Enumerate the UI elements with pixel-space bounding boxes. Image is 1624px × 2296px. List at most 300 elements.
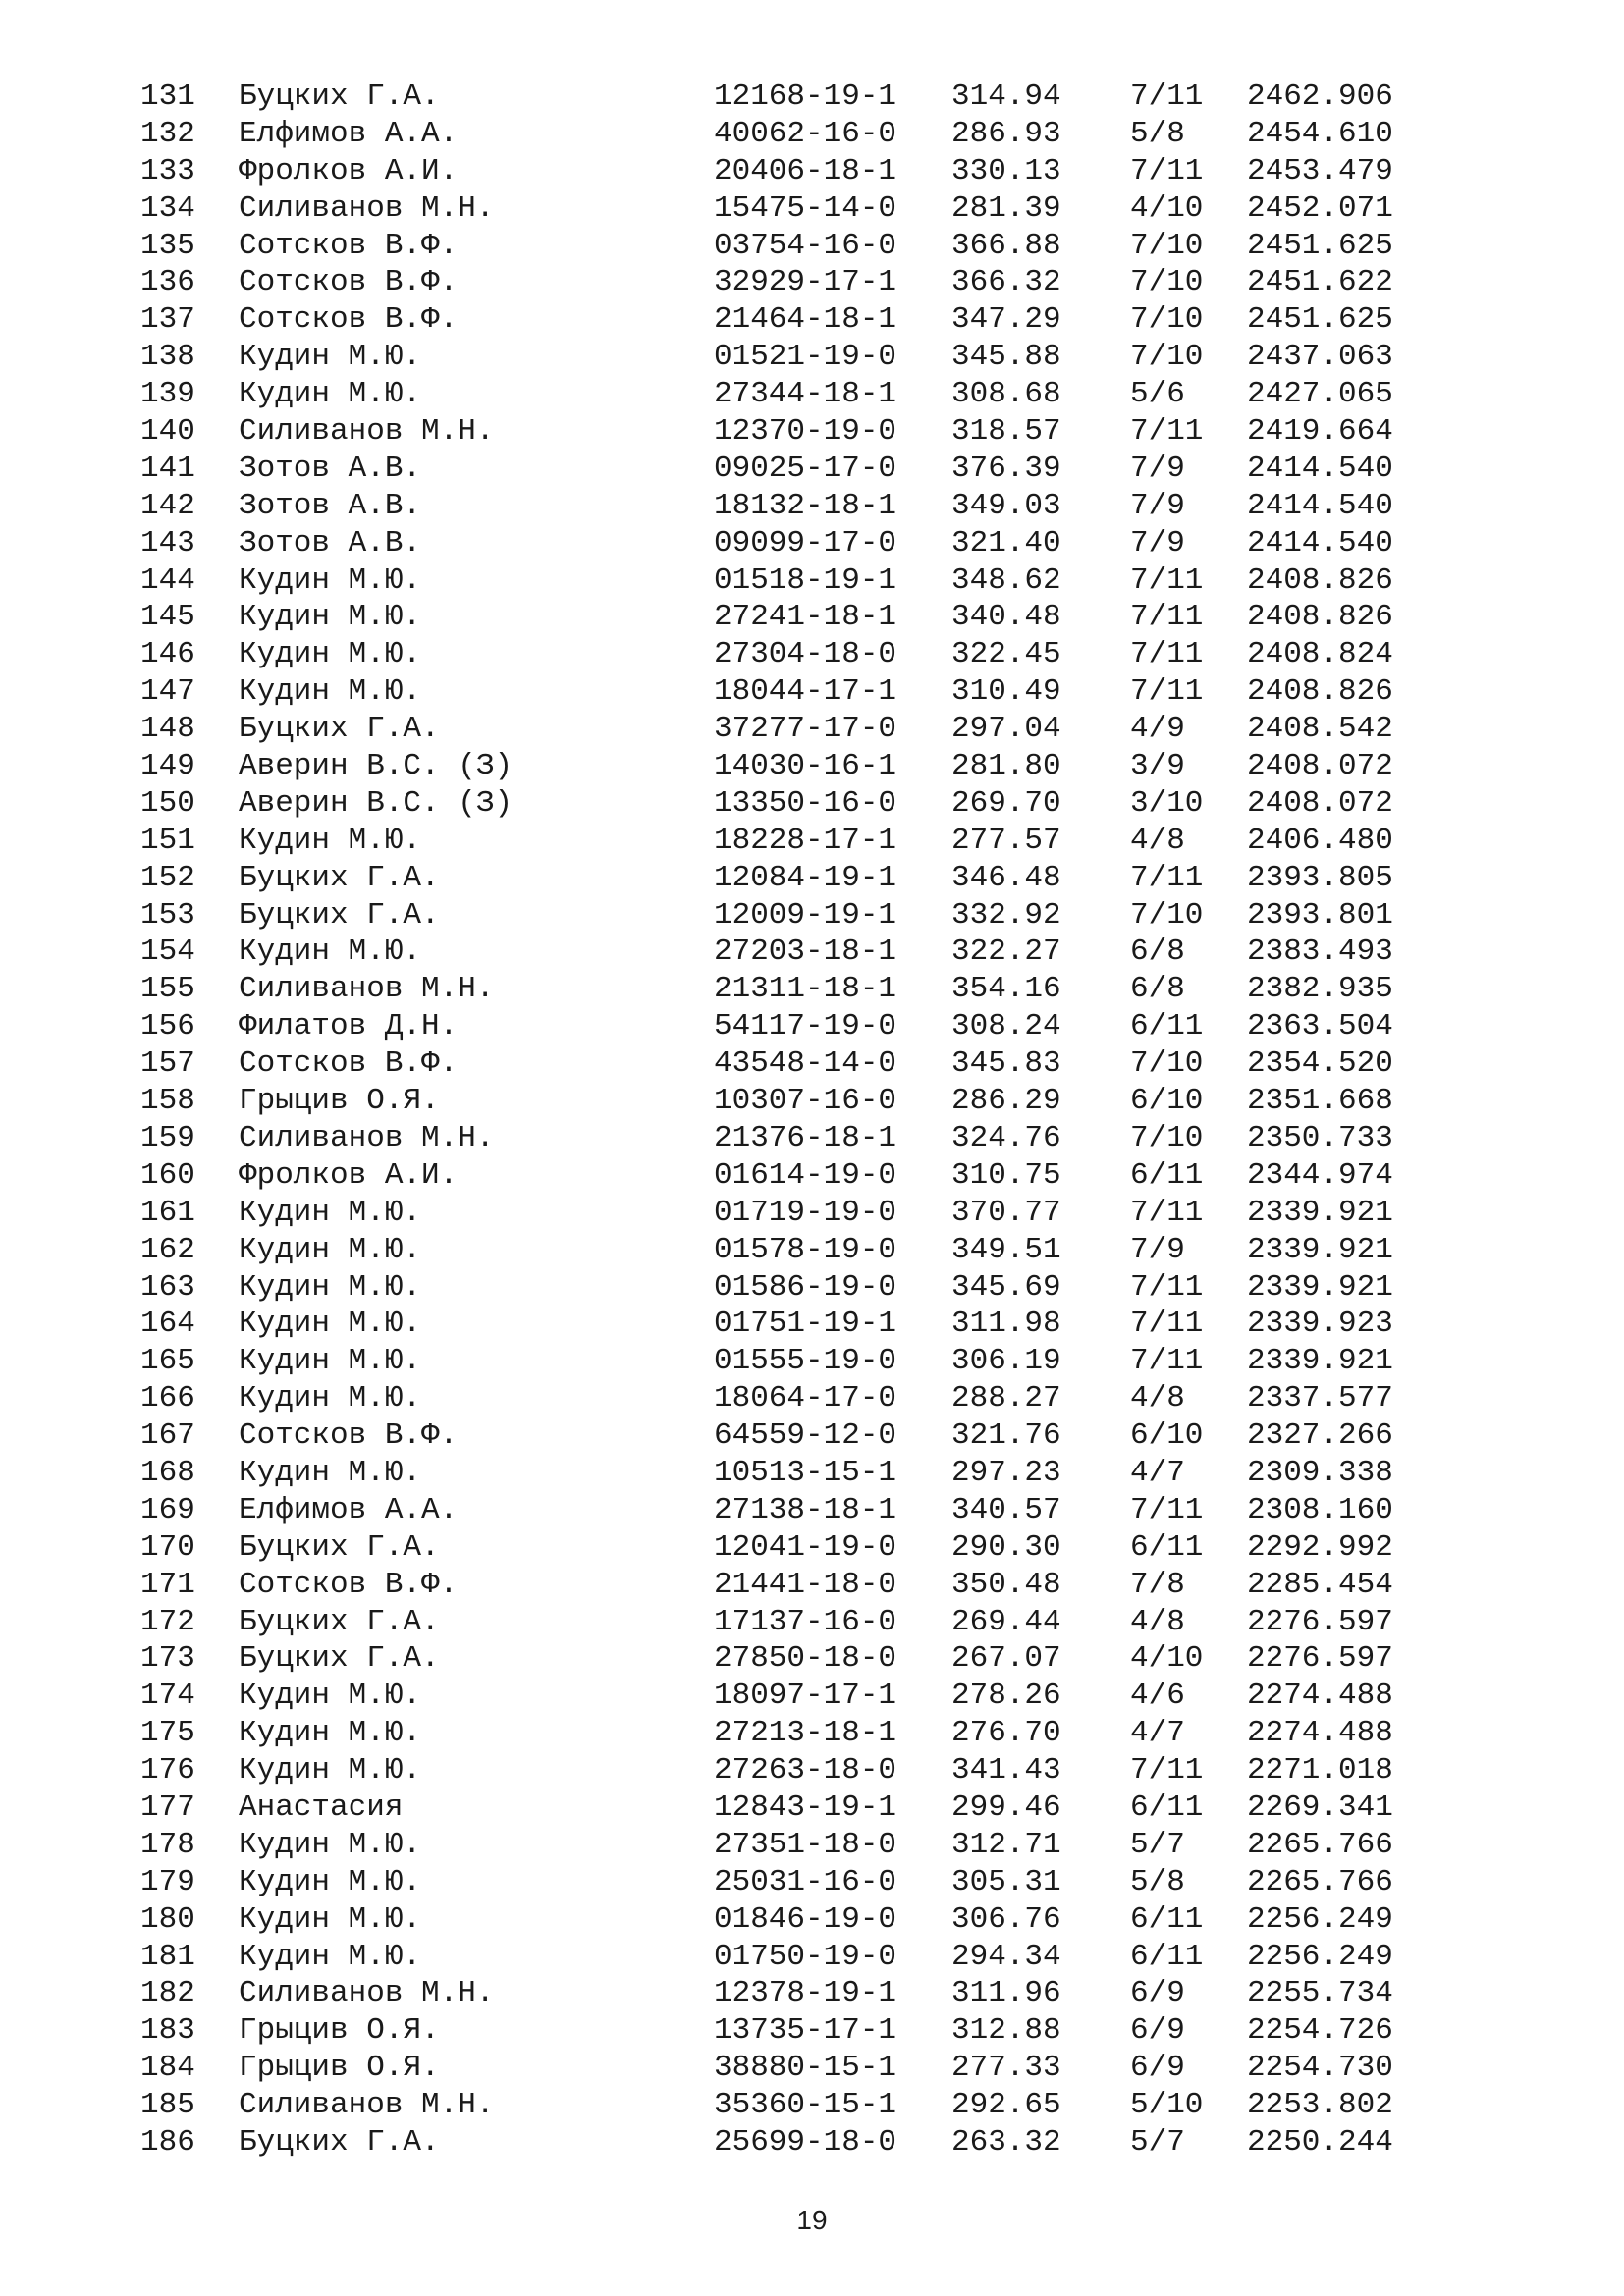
owner-name: Кудин М.Ю. [239,1195,422,1230]
score-value: 366.32 [951,265,1061,300]
score-value: 348.62 [951,562,1061,598]
record-code: 21464-18-1 [714,302,897,338]
ratio: 6/9 [1130,2051,1185,2086]
owner-name: Буцких Г.А. [239,1604,440,1639]
ratio: 7/10 [1130,340,1204,375]
record-code: 13350-16-0 [714,785,897,821]
row-number: 154 [140,934,195,970]
table-row [0,1640,1624,1678]
record-code: 38880-15-1 [714,2051,897,2086]
row-number: 149 [140,749,195,784]
row-number: 157 [140,1046,195,1082]
ratio: 7/11 [1130,562,1204,598]
owner-name: Кудин М.Ю. [239,1269,422,1305]
score-value: 308.24 [951,1009,1061,1044]
owner-name: Кудин М.Ю. [239,1939,422,1974]
record-code: 12168-19-1 [714,80,897,114]
ratio: 7/11 [1130,1753,1204,1789]
owner-name: Силиванов М.Н. [239,972,495,1007]
record-code: 54117-19-0 [714,1009,897,1044]
table-row [0,339,1624,376]
ratio: 7/10 [1130,265,1204,300]
row-number: 142 [140,488,195,523]
ratio: 5/8 [1130,116,1185,151]
owner-name: Силиванов М.Н. [239,1120,495,1155]
row-number: 159 [140,1120,195,1155]
record-code: 27344-18-1 [714,377,897,412]
ratio: 7/11 [1130,414,1204,450]
ratio: 3/10 [1130,785,1204,821]
score-value: 330.13 [951,153,1061,188]
score-value: 311.96 [951,1976,1061,2011]
table-row [0,823,1624,860]
total-value: 2406.480 [1247,823,1393,858]
record-code: 12378-19-1 [714,1976,897,2011]
owner-name: Зотов А.В. [239,488,422,523]
total-value: 2309.338 [1247,1455,1393,1490]
table-row [0,1529,1624,1567]
total-value: 2276.597 [1247,1641,1393,1677]
record-code: 27241-18-1 [714,600,897,635]
record-code: 18132-18-1 [714,488,897,523]
table-row [0,1083,1624,1120]
ratio: 6/11 [1130,1529,1204,1565]
total-value: 2339.921 [1247,1195,1393,1230]
row-number: 178 [140,1827,195,1862]
owner-name: Грыцив О.Я. [239,2013,440,2049]
owner-name: Кудин М.Ю. [239,1827,422,1862]
score-value: 314.94 [951,80,1061,114]
table-row [0,413,1624,451]
ratio: 7/11 [1130,1492,1204,1527]
score-value: 276.70 [951,1716,1061,1751]
owner-name: Кудин М.Ю. [239,674,422,710]
record-code: 43548-14-0 [714,1046,897,1082]
table-row [0,2050,1624,2087]
score-value: 263.32 [951,2124,1061,2160]
row-number: 145 [140,600,195,635]
row-number: 160 [140,1157,195,1193]
table-row [0,2012,1624,2050]
row-number: 176 [140,1753,195,1789]
table-row [0,1343,1624,1380]
record-code: 27351-18-0 [714,1827,897,1862]
owner-name: Фролков А.И. [239,1157,459,1193]
row-number: 147 [140,674,195,710]
total-value: 2339.923 [1247,1307,1393,1342]
owner-name: Кудин М.Ю. [239,1344,422,1379]
total-value: 2308.160 [1247,1492,1393,1527]
row-number: 146 [140,637,195,672]
owner-name: Силиванов М.Н. [239,2088,495,2123]
row-number: 155 [140,972,195,1007]
total-value: 2265.766 [1247,1864,1393,1899]
table-row [0,860,1624,897]
total-value: 2363.504 [1247,1009,1393,1044]
record-code: 18228-17-1 [714,823,897,858]
ratio: 7/11 [1130,1269,1204,1305]
total-value: 2382.935 [1247,972,1393,1007]
total-value: 2414.540 [1247,525,1393,561]
table-row [0,1604,1624,1641]
owner-name: Кудин М.Ю. [239,377,422,412]
record-code: 03754-16-0 [714,228,897,263]
total-value: 2451.625 [1247,228,1393,263]
score-value: 312.71 [951,1827,1061,1862]
record-code: 37277-17-0 [714,712,897,747]
ratio: 7/8 [1130,1567,1185,1602]
total-value: 2253.802 [1247,2088,1393,2123]
total-value: 2408.542 [1247,712,1393,747]
table-row [0,1306,1624,1343]
row-number: 165 [140,1344,195,1379]
owner-name: Сотсков В.Ф. [239,1046,459,1082]
record-code: 01586-19-0 [714,1269,897,1305]
record-code: 20406-18-1 [714,153,897,188]
ratio: 7/11 [1130,1344,1204,1379]
table-row [0,1380,1624,1417]
owner-name: Силиванов М.Н. [239,190,495,226]
row-number: 136 [140,265,195,300]
record-code: 01555-19-0 [714,1344,897,1379]
score-value: 345.83 [951,1046,1061,1082]
owner-name: Филатов Д.Н. [239,1009,459,1044]
table-row [0,934,1624,971]
total-value: 2427.065 [1247,377,1393,412]
owner-name: Кудин М.Ю. [239,1901,422,1937]
record-code: 01719-19-0 [714,1195,897,1230]
table-row [0,897,1624,934]
ratio: 7/9 [1130,1232,1185,1267]
score-value: 345.69 [951,1269,1061,1305]
owner-name: Кудин М.Ю. [239,1679,422,1714]
owner-name: Кудин М.Ю. [239,1864,422,1899]
row-number: 156 [140,1009,195,1044]
record-code: 01751-19-1 [714,1307,897,1342]
table-row [0,525,1624,562]
owner-name: Кудин М.Ю. [239,340,422,375]
ratio: 4/10 [1130,1641,1204,1677]
score-value: 310.75 [951,1157,1061,1193]
score-value: 277.33 [951,2051,1061,2086]
row-number: 183 [140,2013,195,2049]
score-value: 349.03 [951,488,1061,523]
record-code: 01846-19-0 [714,1901,897,1937]
ratio: 6/11 [1130,1009,1204,1044]
ratio: 7/11 [1130,600,1204,635]
ratio: 7/9 [1130,451,1185,486]
table-row [0,1455,1624,1492]
score-value: 308.68 [951,377,1061,412]
row-number: 150 [140,785,195,821]
total-value: 2419.664 [1247,414,1393,450]
table-row [0,562,1624,600]
ratio: 4/8 [1130,1604,1185,1639]
row-number: 172 [140,1604,195,1639]
record-code: 25031-16-0 [714,1864,897,1899]
ratio: 4/9 [1130,712,1185,747]
row-number: 184 [140,2051,195,2086]
table-row [0,264,1624,301]
total-value: 2339.921 [1247,1344,1393,1379]
table-row [0,488,1624,525]
row-number: 167 [140,1418,195,1454]
score-value: 269.70 [951,785,1061,821]
row-number: 131 [140,80,195,114]
total-value: 2265.766 [1247,1827,1393,1862]
owner-name: Кудин М.Ю. [239,1716,422,1751]
score-value: 292.65 [951,2088,1061,2123]
owner-name: Сотсков В.Ф. [239,265,459,300]
row-number: 182 [140,1976,195,2011]
ratio: 7/9 [1130,488,1185,523]
ranking-table [0,79,1624,2162]
row-number: 132 [140,116,195,151]
owner-name: Кудин М.Ю. [239,637,422,672]
table-row [0,711,1624,748]
score-value: 312.88 [951,2013,1061,2049]
ratio: 7/10 [1130,302,1204,338]
record-code: 12370-19-0 [714,414,897,450]
score-value: 322.45 [951,637,1061,672]
table-row [0,971,1624,1008]
owner-name: Кудин М.Ю. [239,1381,422,1416]
record-code: 12041-19-0 [714,1529,897,1565]
owner-name: Кудин М.Ю. [239,823,422,858]
score-value: 294.34 [951,1939,1061,1974]
ratio: 6/11 [1130,1901,1204,1937]
record-code: 27138-18-1 [714,1492,897,1527]
total-value: 2254.730 [1247,2051,1393,2086]
score-value: 347.29 [951,302,1061,338]
score-value: 354.16 [951,972,1061,1007]
total-value: 2408.826 [1247,600,1393,635]
record-code: 18064-17-0 [714,1381,897,1416]
table-row [0,785,1624,823]
total-value: 2453.479 [1247,153,1393,188]
table-row [0,1492,1624,1529]
record-code: 09099-17-0 [714,525,897,561]
score-value: 310.49 [951,674,1061,710]
ratio: 7/9 [1130,525,1185,561]
row-number: 181 [140,1939,195,1974]
row-number: 134 [140,190,195,226]
table-row [0,1939,1624,1976]
record-code: 40062-16-0 [714,116,897,151]
table-row [0,1269,1624,1307]
score-value: 345.88 [951,340,1061,375]
owner-name: Буцких Г.А. [239,860,440,895]
ratio: 6/11 [1130,1939,1204,1974]
table-row [0,1120,1624,1157]
ratio: 6/9 [1130,2013,1185,2049]
owner-name: Силиванов М.Н. [239,414,495,450]
ratio: 7/11 [1130,637,1204,672]
ratio: 7/11 [1130,80,1204,114]
owner-name: Силиванов М.Н. [239,1976,495,2011]
table-row [0,748,1624,785]
total-value: 2250.244 [1247,2124,1393,2160]
owner-name: Буцких Г.А. [239,2124,440,2160]
owner-name: Буцких Г.А. [239,712,440,747]
total-value: 2256.249 [1247,1939,1393,1974]
total-value: 2350.733 [1247,1120,1393,1155]
row-number: 168 [140,1455,195,1490]
owner-name: Грыцив О.Я. [239,1084,440,1119]
record-code: 01578-19-0 [714,1232,897,1267]
table-row [0,190,1624,228]
score-value: 322.27 [951,934,1061,970]
total-value: 2271.018 [1247,1753,1393,1789]
record-code: 09025-17-0 [714,451,897,486]
row-number: 180 [140,1901,195,1937]
page-number: 19 [796,2205,828,2235]
score-value: 286.93 [951,116,1061,151]
ratio: 7/10 [1130,1046,1204,1082]
total-value: 2408.826 [1247,674,1393,710]
table-row [0,1975,1624,2012]
table-row [0,79,1624,116]
ratio: 7/11 [1130,1195,1204,1230]
row-number: 143 [140,525,195,561]
row-number: 169 [140,1492,195,1527]
table-row [0,2087,1624,2124]
table-row [0,1195,1624,1232]
record-code: 12843-19-1 [714,1789,897,1825]
total-value: 2327.266 [1247,1418,1393,1454]
total-value: 2337.577 [1247,1381,1393,1416]
record-code: 27304-18-0 [714,637,897,672]
score-value: 299.46 [951,1789,1061,1825]
owner-name: Елфимов А.А. [239,1492,459,1527]
score-value: 278.26 [951,1679,1061,1714]
score-value: 370.77 [951,1195,1061,1230]
total-value: 2351.668 [1247,1084,1393,1119]
row-number: 164 [140,1307,195,1342]
ratio: 7/11 [1130,153,1204,188]
total-value: 2274.488 [1247,1679,1393,1714]
score-value: 281.39 [951,190,1061,226]
score-value: 321.40 [951,525,1061,561]
record-code: 10513-15-1 [714,1455,897,1490]
total-value: 2354.520 [1247,1046,1393,1082]
row-number: 140 [140,414,195,450]
table-row [0,116,1624,153]
record-code: 35360-15-1 [714,2088,897,2123]
table-row [0,1045,1624,1083]
score-value: 306.19 [951,1344,1061,1379]
row-number: 166 [140,1381,195,1416]
score-value: 305.31 [951,1864,1061,1899]
table-row [0,228,1624,265]
table-row [0,599,1624,636]
record-code: 27850-18-0 [714,1641,897,1677]
ratio: 7/10 [1130,1120,1204,1155]
row-number: 175 [140,1716,195,1751]
score-value: 318.57 [951,414,1061,450]
row-number: 158 [140,1084,195,1119]
owner-name: Буцких Г.А. [239,1641,440,1677]
total-value: 2452.071 [1247,190,1393,226]
table-row [0,1864,1624,1901]
table-row [0,2124,1624,2162]
score-value: 281.80 [951,749,1061,784]
record-code: 27213-18-1 [714,1716,897,1751]
ratio: 6/11 [1130,1789,1204,1825]
row-number: 135 [140,228,195,263]
owner-name: Кудин М.Ю. [239,1455,422,1490]
ratio: 6/11 [1130,1157,1204,1193]
table-row [0,1157,1624,1195]
record-code: 13735-17-1 [714,2013,897,2049]
total-value: 2414.540 [1247,451,1393,486]
row-number: 133 [140,153,195,188]
score-value: 267.07 [951,1641,1061,1677]
owner-name: Буцких Г.А. [239,897,440,933]
record-code: 14030-16-1 [714,749,897,784]
ratio: 4/7 [1130,1716,1185,1751]
row-number: 144 [140,562,195,598]
row-number: 186 [140,2124,195,2160]
score-value: 376.39 [951,451,1061,486]
ratio: 6/10 [1130,1418,1204,1454]
total-value: 2344.974 [1247,1157,1393,1193]
ratio: 5/6 [1130,377,1185,412]
owner-name: Зотов А.В. [239,451,422,486]
row-number: 162 [140,1232,195,1267]
ratio: 6/8 [1130,972,1185,1007]
ratio: 7/11 [1130,674,1204,710]
row-number: 177 [140,1789,195,1825]
owner-name: Сотсков В.Ф. [239,1418,459,1454]
total-value: 2276.597 [1247,1604,1393,1639]
record-code: 01518-19-1 [714,562,897,598]
total-value: 2393.801 [1247,897,1393,933]
ratio: 6/8 [1130,934,1185,970]
record-code: 01614-19-0 [714,1157,897,1193]
table-row [0,673,1624,711]
table-row [0,1417,1624,1455]
total-value: 2383.493 [1247,934,1393,970]
ratio: 5/8 [1130,1864,1185,1899]
total-value: 2462.906 [1247,80,1393,114]
row-number: 139 [140,377,195,412]
record-code: 21441-18-0 [714,1567,897,1602]
record-code: 64559-12-0 [714,1418,897,1454]
table-row [0,1678,1624,1715]
total-value: 2339.921 [1247,1232,1393,1267]
table-row [0,301,1624,339]
ratio: 4/7 [1130,1455,1185,1490]
row-number: 179 [140,1864,195,1899]
score-value: 321.76 [951,1418,1061,1454]
owner-name: Грыцив О.Я. [239,2051,440,2086]
table-row [0,451,1624,488]
total-value: 2254.726 [1247,2013,1393,2049]
row-number: 153 [140,897,195,933]
row-number: 137 [140,302,195,338]
owner-name: Аверин В.С. (З) [239,749,514,784]
ratio: 4/10 [1130,190,1204,226]
table-row [0,1789,1624,1827]
owner-name: Фролков А.И. [239,153,459,188]
owner-name: Анастасия [239,1789,404,1825]
owner-name: Кудин М.Ю. [239,1307,422,1342]
owner-name: Буцких Г.А. [239,1529,440,1565]
ratio: 6/10 [1130,1084,1204,1119]
table-row [0,153,1624,190]
ratio: 7/10 [1130,897,1204,933]
